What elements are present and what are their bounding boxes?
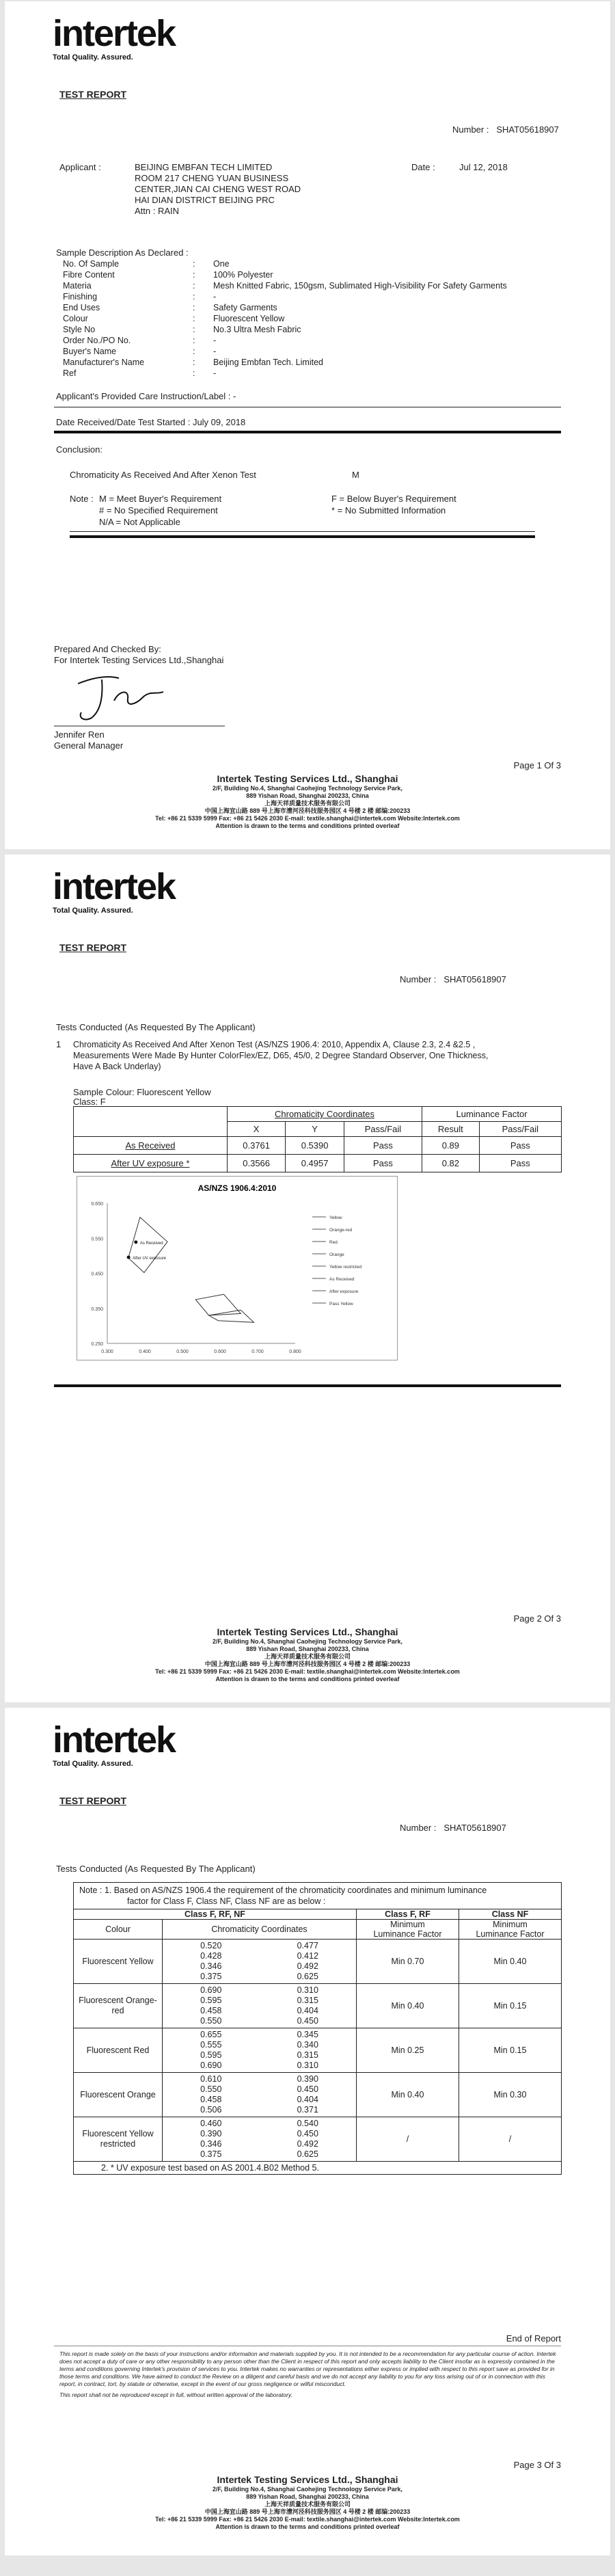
- field-value: -: [213, 347, 217, 356]
- date-received-value: July 09, 2018: [192, 417, 246, 427]
- min-lum-f: Min 0.40: [357, 2073, 459, 2117]
- y-value: 0.450: [297, 2129, 318, 2138]
- page-number: Page 1 Of 3: [513, 760, 561, 770]
- x-tick-label: 0.700: [251, 1350, 264, 1354]
- chart-point: [134, 1240, 137, 1244]
- x-value: 0.595: [200, 2050, 222, 2060]
- y-value: 0.315: [297, 1996, 318, 2005]
- footer-line: 889 Yishan Road, Shanghai 200233, China: [246, 1646, 369, 1652]
- page-number: Page 2 Of 3: [513, 1613, 561, 1624]
- x-value: 0.595: [200, 1996, 222, 2005]
- y-value: 0.371: [297, 2105, 318, 2115]
- chromaticity-chart: [77, 1176, 398, 1360]
- min-lum-nf: /: [459, 2117, 562, 2162]
- tests-conducted: Tests Conducted (As Requested By The Applicant): [56, 1864, 256, 1874]
- page-number: Page 3 Of 3: [513, 2460, 561, 2470]
- footer-line: 889 Yishan Road, Shanghai 200233, China: [246, 2493, 369, 2500]
- field-key: Ref: [63, 368, 77, 378]
- blank-cell: [74, 1122, 228, 1137]
- sample-field-row: [63, 368, 507, 379]
- field-colon: :: [193, 259, 195, 269]
- y-value: 0.404: [297, 2095, 318, 2104]
- coords-cell: [163, 2073, 357, 2117]
- sample-description-title: Sample Description As Declared :: [56, 247, 189, 258]
- field-colon: :: [193, 270, 195, 280]
- col-header: X: [227, 1122, 285, 1137]
- x-value: 0.375: [200, 2149, 222, 2159]
- legend-item: Orange: [329, 1252, 344, 1257]
- date-received-label: Date Received/Date Test Started :: [56, 417, 191, 427]
- x-value: 0.458: [200, 2095, 222, 2104]
- chromaticity-table: [73, 1106, 562, 1172]
- table-row: [74, 1984, 562, 2028]
- chart-point: [127, 1256, 131, 1259]
- legend-item: Yellow restricted: [329, 1265, 362, 1270]
- colour-name: Fluorescent Red: [74, 2028, 163, 2073]
- field-value: No.3 Ultra Mesh Fabric: [213, 325, 301, 334]
- field-colon: :: [193, 292, 195, 301]
- group-header: Chromaticity Coordinates: [227, 1107, 422, 1122]
- note-left-2: # = No Specified Requirement: [99, 505, 218, 515]
- divider: [54, 1384, 561, 1387]
- col-header: Pass/Fail: [344, 1122, 422, 1137]
- field-value: 100% Polyester: [213, 270, 273, 280]
- field-colon: :: [193, 281, 195, 291]
- coords-cell: [163, 1940, 357, 1984]
- col-header: Minimum Luminance Factor: [459, 1920, 562, 1940]
- legend-item: Red: [329, 1240, 338, 1245]
- col-header: Chromaticity Coordinates: [163, 1920, 357, 1940]
- cell: 0.3566: [227, 1155, 285, 1172]
- y-value: 0.625: [297, 2149, 318, 2159]
- x-tick-label: 0.400: [139, 1350, 151, 1354]
- note-label: Note :: [70, 494, 94, 504]
- footer-line: 上海天祥质量技术服务有限公司: [264, 1653, 351, 1660]
- field-key: Finishing: [63, 292, 98, 301]
- footer-company: Intertek Testing Services Ltd., Shanghai: [217, 1626, 398, 1637]
- disclaimer-2: This report shall not be reproduced except in full, without written approval of the laboratory.: [59, 2391, 292, 2398]
- test-report-heading: TEST REPORT: [59, 1795, 127, 1806]
- y-tick-label: 0.350: [91, 1306, 103, 1312]
- date-received: [56, 417, 245, 428]
- min-lum-nf: Min 0.40: [459, 1940, 562, 1984]
- footer-line: 中国上海宜山路 889 号上海市漕河泾科技服务园区 4 号楼 2 楼 邮编:200233: [204, 807, 411, 814]
- sample-colour: Sample Colour: Fluorescent Yellow: [73, 1087, 211, 1097]
- col-header: Y: [286, 1122, 344, 1137]
- test-item-text: [73, 1039, 488, 1072]
- field-key: Materia: [63, 281, 92, 291]
- tests-conducted: Tests Conducted (As Requested By The Applicant): [56, 1022, 256, 1032]
- report-number: [400, 1823, 506, 1833]
- cell: 0.5390: [286, 1137, 344, 1155]
- colour-name: Fluorescent Yellow restricted: [74, 2117, 163, 2162]
- test-report-heading: TEST REPORT: [59, 942, 127, 953]
- logo-wordmark: intertek: [53, 866, 176, 907]
- x-value: 0.610: [200, 2074, 222, 2084]
- test-report-heading: TEST REPORT: [59, 89, 127, 100]
- applicant-block: [135, 162, 301, 217]
- footer-line: 上海天祥质量技术服务有限公司: [264, 2501, 351, 2508]
- disclaimer: This report is made solely on the basis of your instructions and/or information and materials supplied by you. It is not intended to be a recommendation for any particular course of action. Intertek does not accept a duty of care or any other responsibility to any person other than the Client in respect of this report and only accepts liability to the Client insofar as is expressly contained in the terms and conditions governing Intertek's provision of services to you. Intertek makes no warranties or representations either express or implied with respect to this report save as provided for in those terms and conditions. We have aimed to conduct the Review on a diligent and careful basis and we do not accept any liability to you for any loss arising out of or in connection with this report, in contract, tort, by statute or otherwise, except in the event of our gross negligence or wilful misconduct.: [59, 2350, 556, 2387]
- note-cell: 2. * UV exposure test based on AS 2001.4.B02 Method 5.: [74, 2162, 562, 2175]
- requirements-table: [73, 1882, 562, 2175]
- sample-field-row: [63, 280, 507, 291]
- note-right-1: F = Below Buyer's Requirement: [331, 494, 456, 504]
- prepared-by: Prepared And Checked By:: [54, 644, 161, 654]
- footer-line: Tel: +86 21 5339 5999 Fax: +86 21 5426 2030 E-mail: textile.shanghai@intertek.com Website:Intertek.com: [155, 2516, 460, 2523]
- min-lum-f: Min 0.70: [357, 1940, 459, 1984]
- min-lum-nf: Min 0.15: [459, 1984, 562, 2028]
- footer-line: 上海天祥质量技术服务有限公司: [264, 800, 351, 807]
- applicant-line: BEIJING EMBFAN TECH LIMITED: [135, 162, 273, 172]
- y-value: 0.315: [297, 2050, 318, 2060]
- x-value: 0.428: [200, 1951, 222, 1961]
- x-value: 0.506: [200, 2105, 222, 2115]
- signer-name: Jennifer Ren: [54, 729, 105, 740]
- y-value: 0.412: [297, 1951, 318, 1961]
- divider: [70, 535, 535, 538]
- group-header: Luminance Factor: [422, 1107, 562, 1122]
- y-value: 0.310: [297, 2061, 318, 2070]
- cell: Pass: [344, 1155, 422, 1172]
- report-page-1: [5, 1, 610, 849]
- x-value: 0.550: [200, 2016, 222, 2026]
- col-header: Pass/Fail: [479, 1122, 561, 1137]
- min-lum-f: Min 0.40: [357, 1984, 459, 2028]
- x-value: 0.346: [200, 1961, 222, 1971]
- cell: 0.89: [422, 1137, 480, 1155]
- report-page-3: [5, 1708, 610, 2555]
- col-header: Minimum Luminance Factor: [357, 1920, 459, 1940]
- applicant-line: ROOM 217 CHENG YUAN BUSINESS: [135, 173, 289, 183]
- legend-item: Yellow: [329, 1216, 342, 1220]
- col-header: Colour: [74, 1920, 163, 1940]
- y-value: 0.340: [297, 2040, 318, 2050]
- coords-cell: [163, 1984, 357, 2028]
- colour-name: Fluorescent Yellow: [74, 1940, 163, 1984]
- sample-class: Class: F: [73, 1097, 106, 1107]
- field-colon: :: [193, 336, 195, 345]
- sample-field-row: [63, 313, 507, 324]
- class-header: Class NF: [459, 1909, 562, 1920]
- applicant-line: Attn : RAIN: [135, 206, 180, 216]
- field-colon: :: [193, 303, 195, 312]
- footer-company: Intertek Testing Services Ltd., Shanghai: [217, 773, 398, 784]
- footer-company: Intertek Testing Services Ltd., Shanghai: [217, 2474, 398, 2485]
- sample-field-row: [63, 335, 507, 346]
- note-line: Note : 1. Based on AS/NZS 1906.4 the requirement of the chromaticity coordinates and minimum luminance: [79, 1886, 487, 1895]
- intertek-logo: [53, 1721, 175, 1768]
- date-label: Date :: [411, 162, 435, 172]
- intertek-logo: [53, 15, 175, 62]
- chart-title: AS/NZS 1906.4:2010: [197, 1183, 277, 1193]
- chart-point-label: As Received: [139, 1241, 163, 1246]
- row-label: After UV exposure *: [74, 1155, 228, 1172]
- cell: Pass: [344, 1137, 422, 1155]
- logo-wordmark: intertek: [53, 13, 176, 54]
- test-item-number: 1: [56, 1039, 62, 1049]
- logo-tagline: Total Quality. Assured.: [53, 53, 133, 62]
- applicant-line: HAI DIAN DISTRICT BEIJING PRC: [135, 195, 275, 205]
- x-value: 0.690: [200, 2061, 222, 2070]
- care-label: Applicant's Provided Care Instruction/Label :: [56, 391, 231, 401]
- class-header: Class F, RF: [357, 1909, 459, 1920]
- footer-line: 中国上海宜山路 889 号上海市漕河泾科技服务园区 4 号楼 2 楼 邮编:200233: [204, 2508, 411, 2515]
- field-key: Style No: [63, 325, 96, 334]
- x-value: 0.375: [200, 1972, 222, 1981]
- field-colon: :: [193, 368, 195, 378]
- field-key: Order No./PO No.: [63, 336, 131, 345]
- legend-item: Pass Yellow: [329, 1302, 353, 1306]
- field-value: Safety Garments: [213, 303, 277, 312]
- field-key: Buyer's Name: [63, 347, 117, 356]
- field-value: Mesh Knitted Fabric, 150gsm, Sublimated High-Visibility For Safety Garments: [213, 281, 507, 291]
- x-tick-label: 0.800: [289, 1350, 301, 1354]
- number-label: Number :: [452, 124, 489, 135]
- date-value: Jul 12, 2018: [459, 162, 508, 172]
- sample-field-row: [63, 269, 507, 280]
- field-key: Fibre Content: [63, 270, 115, 280]
- x-value: 0.555: [200, 2040, 222, 2050]
- number-value: SHAT05618907: [443, 1823, 506, 1833]
- note-line: factor for Class F, Class NF, Class NF are as below :: [127, 1896, 326, 1906]
- min-lum-nf: Min 0.30: [459, 2073, 562, 2117]
- signature-image: [54, 670, 245, 732]
- y-value: 0.404: [297, 2006, 318, 2015]
- number-label: Number :: [400, 974, 437, 984]
- field-value: Beijing Embfan Tech. Limited: [213, 358, 323, 367]
- field-value: -: [213, 368, 217, 378]
- x-value: 0.460: [200, 2119, 222, 2128]
- min-lum-f: /: [357, 2117, 459, 2162]
- y-value: 0.492: [297, 2139, 318, 2149]
- applicant-line: CENTER,JIAN CAI CHENG WEST ROAD: [135, 184, 301, 194]
- legend-item: As Received: [329, 1277, 355, 1282]
- coords-cell: [163, 2028, 357, 2073]
- field-colon: :: [193, 325, 195, 334]
- number-label: Number :: [400, 1823, 437, 1833]
- care-instruction: [56, 391, 236, 402]
- conclusion-item: Chromaticity As Received And After Xenon Test: [70, 470, 256, 480]
- table-row: [74, 1940, 562, 1984]
- cell: 0.4957: [286, 1155, 344, 1172]
- field-colon: :: [193, 314, 195, 323]
- x-tick-label: 0.600: [214, 1350, 226, 1354]
- cell: Pass: [479, 1155, 561, 1172]
- intertek-logo: [53, 868, 175, 915]
- note-left-3: N/A = Not Applicable: [99, 517, 180, 527]
- end-of-report: End of Report: [506, 2333, 561, 2344]
- field-value: -: [213, 292, 217, 301]
- y-tick-label: 0.550: [91, 1237, 103, 1242]
- table-row: [74, 2117, 562, 2162]
- y-value: 0.492: [297, 1961, 318, 1971]
- x-value: 0.390: [200, 2129, 222, 2138]
- y-tick-label: 0.250: [91, 1342, 103, 1347]
- divider: [70, 531, 535, 532]
- field-colon: :: [193, 347, 195, 356]
- x-value: 0.655: [200, 2030, 222, 2039]
- field-key: Colour: [63, 314, 88, 323]
- footer-line: Attention is drawn to the terms and conditions printed overleaf: [215, 1676, 400, 1682]
- y-value: 0.625: [297, 1972, 318, 1981]
- footer-line: 中国上海宜山路 889 号上海市漕河泾科技服务园区 4 号楼 2 楼 邮编:200233: [204, 1661, 411, 1667]
- y-value: 0.390: [297, 2074, 318, 2084]
- coords-cell: [163, 2117, 357, 2162]
- table-row: [74, 2073, 562, 2117]
- x-tick-label: 0.300: [101, 1350, 113, 1354]
- field-key: End Uses: [63, 303, 100, 312]
- y-value: 0.477: [297, 1941, 318, 1950]
- y-value: 0.310: [297, 1985, 318, 1995]
- report-number: [400, 974, 506, 984]
- note-right-2: * = No Submitted Information: [331, 505, 446, 515]
- logo-tagline: Total Quality. Assured.: [53, 907, 133, 915]
- number-value: SHAT05618907: [496, 124, 559, 135]
- footer: [5, 773, 610, 830]
- col-header: Result: [422, 1122, 480, 1137]
- footer: [5, 1626, 610, 1683]
- report-number: [452, 124, 559, 135]
- min-lum-nf: Min 0.15: [459, 2028, 562, 2073]
- sample-fields: [63, 258, 507, 379]
- footer-line: 2/F, Building No.4, Shanghai Caohejing Technology Service Park,: [213, 2486, 402, 2493]
- footer-line: Attention is drawn to the terms and conditions printed overleaf: [215, 2523, 400, 2530]
- sample-field-row: [63, 357, 507, 368]
- y-value: 0.450: [297, 2084, 318, 2094]
- divider: [54, 431, 561, 433]
- number-value: SHAT05618907: [443, 974, 506, 984]
- test-item-line: Have A Back Underlay): [73, 1062, 161, 1071]
- y-tick-label: 0.450: [91, 1272, 103, 1277]
- footer-line: Tel: +86 21 5339 5999 Fax: +86 21 5426 2030 E-mail: textile.shanghai@intertek.com Website:Intertek.com: [155, 815, 460, 822]
- x-value: 0.520: [200, 1941, 222, 1950]
- blank-cell: [74, 1107, 228, 1122]
- logo-wordmark: intertek: [53, 1719, 176, 1760]
- conclusion-title: Conclusion:: [56, 444, 102, 455]
- x-value: 0.690: [200, 1985, 222, 1995]
- row-label: As Received: [74, 1137, 228, 1155]
- footer-line: 2/F, Building No.4, Shanghai Caohejing Technology Service Park,: [213, 785, 402, 792]
- sample-field-row: [63, 291, 507, 302]
- cell: 0.3761: [227, 1137, 285, 1155]
- field-key: No. Of Sample: [63, 259, 119, 269]
- field-colon: :: [193, 358, 195, 367]
- x-tick-label: 0.500: [176, 1350, 189, 1354]
- y-value: 0.345: [297, 2030, 318, 2039]
- footer-line: Tel: +86 21 5339 5999 Fax: +86 21 5426 2030 E-mail: textile.shanghai@intertek.com Website:Intertek.com: [155, 1668, 460, 1675]
- sample-field-row: [63, 346, 507, 357]
- footer-line: 2/F, Building No.4, Shanghai Caohejing Technology Service Park,: [213, 1638, 402, 1645]
- field-key: Manufacturer's Name: [63, 358, 145, 367]
- footer-line: 889 Yishan Road, Shanghai 200233, China: [246, 792, 369, 799]
- chart-point-label: After UV exposure: [133, 1257, 167, 1261]
- y-value: 0.540: [297, 2119, 318, 2128]
- legend-item: After exposure: [329, 1289, 359, 1294]
- colour-name: Fluorescent Orange: [74, 2073, 163, 2117]
- applicant-label: Applicant :: [59, 162, 101, 172]
- note-cell: [74, 1883, 562, 1909]
- logo-tagline: Total Quality. Assured.: [53, 1760, 133, 1768]
- conclusion-result: M: [352, 470, 359, 480]
- y-tick-label: 0.650: [91, 1202, 103, 1207]
- sample-field-row: [63, 302, 507, 313]
- for-company: For Intertek Testing Services Ltd.,Shanghai: [54, 655, 224, 665]
- sample-field-row: [63, 324, 507, 335]
- class-header: Class F, RF, NF: [74, 1909, 357, 1920]
- cell: 0.82: [422, 1155, 480, 1172]
- min-lum-f: Min 0.25: [357, 2028, 459, 2073]
- test-item-line: Chromaticity As Received And After Xenon Test (AS/NZS 1906.4: 2010, Appendix A, Clause 2.3, 2.4 &2.5 ,: [73, 1040, 476, 1049]
- legend-item: Orange-red: [329, 1228, 353, 1233]
- signer-title: General Manager: [54, 740, 124, 751]
- field-value: -: [213, 336, 217, 345]
- note-left-1: M = Meet Buyer's Requirement: [99, 494, 222, 504]
- field-value: Fluorescent Yellow: [213, 314, 285, 323]
- table-row: [74, 2028, 562, 2073]
- x-value: 0.346: [200, 2139, 222, 2149]
- footer: [5, 2473, 610, 2531]
- footer-line: Attention is drawn to the terms and conditions printed overleaf: [215, 822, 400, 829]
- care-value: -: [233, 391, 236, 401]
- y-value: 0.450: [297, 2016, 318, 2026]
- x-value: 0.458: [200, 2006, 222, 2015]
- sample-field-row: [63, 258, 507, 269]
- x-value: 0.550: [200, 2084, 222, 2094]
- cell: Pass: [479, 1137, 561, 1155]
- field-value: One: [213, 259, 230, 269]
- test-item-line: Measurements Were Made By Hunter ColorFlex/EZ, D65, 45/0, 2 Degree Standard Observer, One Thickness,: [73, 1051, 489, 1060]
- colour-name: Fluorescent Orange-red: [74, 1984, 163, 2028]
- report-page-2: [5, 855, 610, 1702]
